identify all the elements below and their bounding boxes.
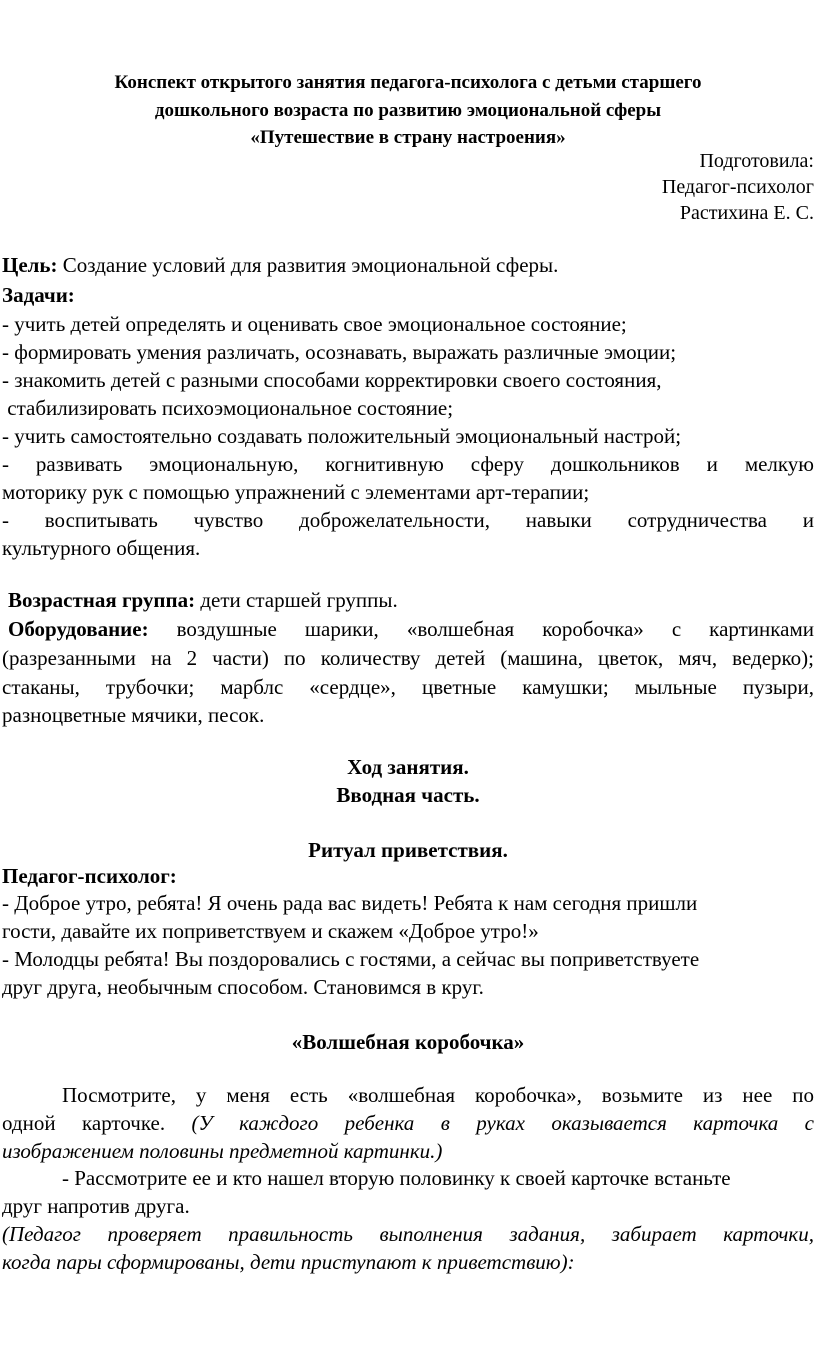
box-line-2-italic: (У каждого ребенка в руках оказывается карточка с <box>191 1111 814 1135</box>
age-group-line <box>8 588 398 613</box>
task-line-4: стабилизировать психоэмоциональное состояние; <box>2 396 454 420</box>
title-line-3: «Путешествие в страну настроения» <box>250 127 566 148</box>
speaker-label: Педагог-психолог: <box>2 864 177 888</box>
goal-label: Цель: <box>2 253 58 277</box>
box-line-7: когда пары сформированы, дети приступают к приветствию): <box>2 1250 575 1274</box>
task-line-6: - развивать эмоциональную, когнитивную сферу дошкольников и мелкую <box>2 452 814 476</box>
speech-line-3: - Молодцы ребята! Вы поздоровались с гостями, а сейчас вы поприветствуете <box>2 947 700 971</box>
tasks-label: Задачи: <box>2 283 75 307</box>
task-line-7: моторику рук с помощью упражнений с элементами арт-терапии; <box>2 480 590 504</box>
course-heading: Ход занятия. <box>347 755 469 779</box>
author-prepared: Подготовила: <box>699 150 814 172</box>
title-line-2: дошкольного возраста по развитию эмоциональной сферы <box>154 100 662 121</box>
speech-line-4: друг друга, необычным способом. Становимся в круг. <box>2 975 484 999</box>
speech-line-1: - Доброе утро, ребята! Я очень рада вас видеть! Ребята к нам сегодня пришли <box>2 891 698 915</box>
box-line-1: Посмотрите, у меня есть «волшебная коробочка», возьмите из нее по <box>62 1083 814 1107</box>
task-line-3: - знакомить детей с разными способами корректировки своего состояния, <box>2 368 662 392</box>
box-line-2 <box>2 1111 814 1136</box>
task-line-9: культурного общения. <box>2 536 201 560</box>
equipment-text-1: воздушные шарики, «волшебная коробочка» с картинками <box>148 617 814 641</box>
box-line-4: - Рассмотрите ее и кто нашел вторую половинку к своей карточке встаньте <box>62 1166 731 1190</box>
box-line-3: изображением половины предметной картинки.) <box>2 1139 443 1163</box>
age-group-label: Возрастная группа: <box>8 588 196 612</box>
equipment-line-3: стаканы, трубочки; марблс «сердце», цветные камушки; мыльные пузыри, <box>2 675 814 699</box>
equipment-line-4: разноцветные мячики, песок. <box>2 703 265 727</box>
box-line-5: друг напротив друга. <box>2 1194 190 1218</box>
box-line-6: (Педагог проверяет правильность выполнения задания, забирает карточки, <box>2 1222 814 1246</box>
equipment-label: Оборудование: <box>8 617 149 641</box>
task-line-1: - учить детей определять и оценивать свое эмоциональное состояние; <box>2 312 627 336</box>
task-line-2: - формировать умения различать, осознавать, выражать различные эмоции; <box>2 340 677 364</box>
goal-line <box>2 253 558 278</box>
author-role: Педагог-психолог <box>661 176 814 198</box>
intro-heading: Вводная часть. <box>336 783 480 807</box>
equipment-line-2: (разрезанными на 2 части) по количеству детей (машина, цветок, мяч, ведерко); <box>2 646 814 670</box>
title-line-1: Конспект открытого занятия педагога-психолога с детьми старшего <box>114 72 702 93</box>
box-line-2-plain: одной карточке. <box>2 1111 192 1135</box>
speech-line-2: гости, давайте их поприветствуем и скажем «Доброе утро!» <box>2 919 539 943</box>
author-name: Растихина Е. С. <box>679 202 814 224</box>
task-line-5: - учить самостоятельно создавать положительный эмоциональный настрой; <box>2 424 682 448</box>
ritual-heading: Ритуал приветствия. <box>308 838 508 862</box>
box-heading: «Волшебная коробочка» <box>291 1030 525 1054</box>
task-line-8: - воспитывать чувство доброжелательности, навыки сотрудничества и <box>2 508 814 532</box>
equipment-line-1 <box>8 617 814 642</box>
goal-text: Создание условий для развития эмоциональной сферы. <box>57 253 559 277</box>
age-group-text: дети старшей группы. <box>195 588 398 612</box>
